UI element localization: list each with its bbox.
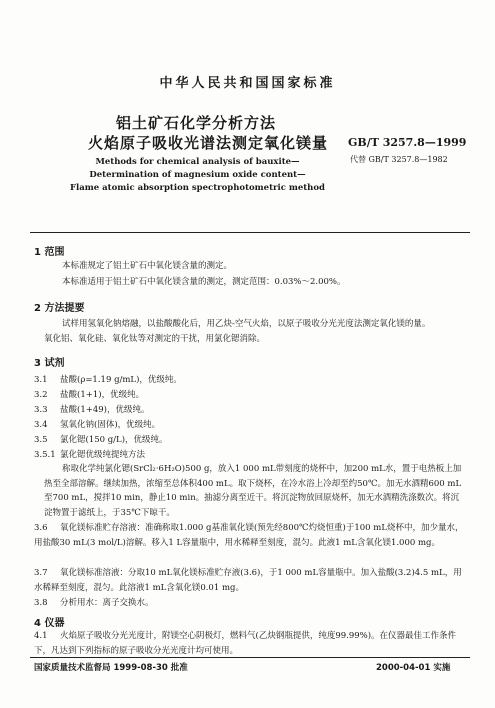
instrument-number: 4.1: [34, 631, 48, 641]
reagent-number: 3.4: [34, 420, 48, 430]
reagent-3-4: [34, 418, 160, 432]
section-1-title: 1 范围: [34, 247, 65, 258]
english-title-line-2: Determination of magnesium oxide content—: [89, 170, 306, 180]
reagent-3-7: [34, 566, 464, 595]
title-line-2: 火焰原子吸收光谱法测定氧化镁量: [88, 134, 329, 152]
section-1-para-1: 本标准规定了铝土矿石中氧化镁含量的测定。: [62, 261, 233, 271]
reagent-text: 盐酸(ρ=1.19 g/mL)，优级纯。: [60, 375, 182, 385]
reagent-3-2: [34, 388, 144, 402]
reagent-text: 氯化锶(150 g/L)，优级纯。: [60, 435, 168, 445]
section-3-title: 3 试剂: [34, 358, 65, 369]
section-2-para-2: 氧化铝、氧化硅、氧化钛等对测定的干扰，用氯化锶消除。: [44, 334, 266, 344]
reagent-3-6: [34, 521, 464, 550]
reagent-text: 盐酸(1+49)，优级纯。: [60, 405, 150, 415]
section-2-title: 2 方法提要: [34, 303, 85, 314]
reagent-number: 3.5: [34, 435, 48, 445]
english-title-line-1: Methods for chemical analysis of bauxite—: [95, 157, 300, 167]
replaces-code: 代替 GB/T 3257.8—1982: [350, 155, 448, 164]
top-divider: [30, 232, 470, 233]
reagent-text: 氯化锶优级纯提纯方法: [60, 450, 146, 460]
reagent-number: 3.7: [34, 568, 48, 578]
reagent-3-5-1-body: 称取化学纯氯化锶(SrCl₂·6H₂O)500 g，放入1 000 mL带刻度的烧杯中，加200 mL水，置于电热板上加热至全部溶解。继续加热，浓缩至总体积400 mL。取下烧杯，在冷水浴上冷却至约50℃。加无水酒精600 mL至700 mL，搅拌10 min，静止10 min。抽滤分离至近干。将沉淀物放回原烧杯，加无水酒精洗涤数次。将沉淀物置于滤纸上，于35℃下晾干。: [44, 464, 462, 518]
reagent-number: 3.1: [34, 375, 48, 385]
bottom-divider: [30, 657, 470, 658]
reagent-3-3: [34, 403, 149, 417]
title-line-1: 铝土矿石化学分析方法: [116, 114, 277, 132]
reagent-3-1: [34, 373, 182, 387]
reagent-number: 3.2: [34, 390, 48, 400]
section-2-para-1: 试样用氢氧化钠熔融，以盐酸酸化后，用乙炔-空气火焰，以原子吸收分光光度法测定氧化镁的量。: [62, 319, 431, 329]
reagent-number: 3.3: [34, 405, 48, 415]
reagent-number: 3.5.1: [34, 450, 56, 460]
implementation-date: 2000-04-01 实施: [376, 663, 451, 673]
reagent-text: 氧化镁标准贮存溶液：准确称取1.000 g基准氧化镁(预先经800℃灼烧恒重)于100 mL烧杯中，加少量水，用盐酸30 mL(3 mol/L)溶解。移入1 L容量瓶中，用水稀释至刻度，混匀。此液1 mL含氧化镁1.000 mg。: [34, 523, 464, 548]
approval-note: 国家质量技术监督局 1999-08-30 批准: [34, 663, 188, 673]
reagent-text: 氢氧化钠(固体)，优级纯。: [60, 420, 161, 430]
reagent-number: 3.8: [34, 598, 48, 608]
reagent-number: 3.6: [34, 523, 48, 533]
reagent-text: 分析用水：离子交换水。: [60, 598, 154, 608]
english-title-line-3: Flame atomic absorption spectrophotometric method: [70, 183, 325, 193]
instrument-text: 火焰原子吸收分光光度计，附镁空心阴极灯，燃料气(乙炔钢瓶提供，纯度99.99%)。在仪器最佳工作条件下，凡达到下列指标的原子吸收分光光度计均可使用。: [34, 631, 457, 656]
instrument-4-1: [34, 629, 464, 658]
reagent-text: 氧化镁标准溶液：分取10 mL氧化镁标准贮存液(3.6)，于1 000 mL容量瓶中。加入盐酸(3.2)4.5 mL，用水稀释至刻度，混匀。此溶液1 mL含氧化镁0.01 mg。: [34, 568, 462, 593]
country-standard-heading: 中华人民共和国国家标准: [159, 76, 336, 91]
section-1-para-2: 本标准适用于铝土矿石中氧化镁含量的测定，测定范围：0.03%～2.00%。: [62, 277, 346, 287]
reagent-text: 盐酸(1+1)，优级纯。: [60, 390, 145, 400]
reagent-3-5: [34, 433, 168, 447]
reagent-3-5-1: [34, 448, 145, 462]
standard-code: GB/T 3257.8—1999: [348, 136, 467, 149]
reagent-3-8: [34, 596, 154, 610]
section-4-title: 4 仪器: [34, 618, 65, 629]
